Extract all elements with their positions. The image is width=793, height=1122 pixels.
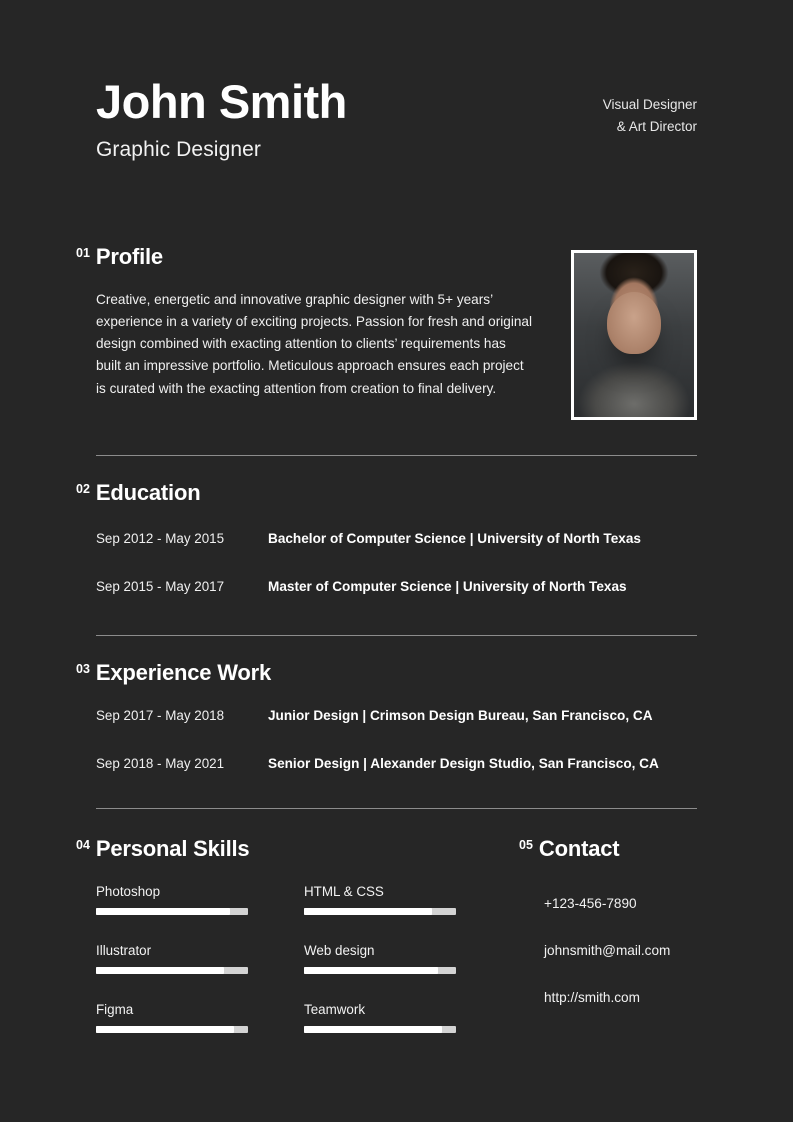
divider-2 bbox=[96, 635, 697, 636]
skill-bar-track bbox=[96, 1026, 248, 1033]
skill-bar-fill bbox=[96, 908, 230, 915]
skill-item bbox=[304, 1002, 456, 1033]
job-title: Graphic Designer bbox=[96, 137, 262, 161]
education-entry bbox=[96, 579, 697, 594]
contact-website[interactable]: http://smith.com bbox=[544, 990, 640, 1005]
experience-entry-date: Sep 2018 - May 2021 bbox=[96, 756, 225, 771]
page-title: John Smith bbox=[96, 75, 347, 128]
profile-body-text: Creative, energetic and innovative graphic designer with 5+ years’ experience in a variety of exciting projects. Passion for fresh and original design combined with exacting attention to clients’ requirements has built an impressive portfolio. Meticulous approach ensures each project is curated with the exacting attention from creation to final delivery. bbox=[96, 292, 532, 396]
experience-entry-date: Sep 2017 - May 2018 bbox=[96, 708, 225, 723]
section-title-education: Education bbox=[95, 480, 201, 505]
contact-phone[interactable]: +123-456-7890 bbox=[544, 896, 637, 911]
skills-column-left bbox=[96, 884, 248, 1061]
education-entry-date: Sep 2012 - May 2015 bbox=[96, 531, 225, 546]
section-heading-contact bbox=[519, 838, 619, 860]
section-title-skills: Personal Skills bbox=[95, 836, 250, 861]
skill-bar-fill bbox=[304, 967, 438, 974]
contact-email[interactable]: johnsmith@mail.com bbox=[544, 943, 671, 958]
avatar bbox=[571, 250, 697, 420]
section-title-contact: Contact bbox=[538, 836, 620, 861]
section-title-profile: Profile bbox=[95, 244, 163, 269]
skill-bar-track bbox=[304, 1026, 456, 1033]
skill-item bbox=[304, 884, 456, 915]
skill-bar-fill bbox=[96, 1026, 234, 1033]
section-number-skills: 04 bbox=[76, 837, 90, 852]
education-entry-date: Sep 2015 - May 2017 bbox=[96, 579, 225, 594]
skill-label: Figma bbox=[96, 1002, 134, 1017]
skill-bar-track bbox=[304, 967, 456, 974]
section-number-contact: 05 bbox=[519, 837, 533, 852]
skill-bar-track bbox=[96, 908, 248, 915]
skill-bar-track bbox=[304, 908, 456, 915]
skill-label: Illustrator bbox=[96, 943, 152, 958]
tagline bbox=[477, 94, 697, 137]
tagline-line-1: Visual Designer bbox=[602, 97, 697, 112]
portrait-image bbox=[574, 253, 694, 417]
education-entry bbox=[96, 531, 697, 546]
experience-entry-desc: Senior Design | Alexander Design Studio, San Francisco, CA bbox=[268, 756, 659, 771]
section-number-profile: 01 bbox=[76, 245, 90, 260]
skill-label: HTML & CSS bbox=[304, 884, 384, 899]
skills-column-right bbox=[304, 884, 456, 1061]
skill-label: Web design bbox=[304, 943, 375, 958]
skill-item bbox=[96, 1002, 248, 1033]
section-number-experience: 03 bbox=[76, 661, 90, 676]
skill-item bbox=[304, 943, 456, 974]
education-entry-desc: Master of Computer Science | University of North Texas bbox=[268, 579, 627, 594]
section-heading-profile bbox=[76, 246, 163, 268]
section-title-experience: Experience Work bbox=[95, 660, 272, 685]
section-heading-skills bbox=[76, 838, 249, 860]
section-number-education: 02 bbox=[76, 481, 90, 496]
experience-entry bbox=[96, 708, 697, 723]
skill-bar-fill bbox=[96, 967, 224, 974]
experience-entry-desc: Junior Design | Crimson Design Bureau, San Francisco, CA bbox=[268, 708, 653, 723]
skill-label: Teamwork bbox=[304, 1002, 366, 1017]
tagline-line-2: & Art Director bbox=[616, 118, 697, 134]
divider-3 bbox=[96, 808, 697, 809]
section-heading-education bbox=[76, 482, 200, 504]
skill-bar-fill bbox=[304, 1026, 442, 1033]
contact-list bbox=[544, 896, 724, 1037]
skill-item bbox=[96, 943, 248, 974]
skill-bar-fill bbox=[304, 908, 432, 915]
skill-item bbox=[96, 884, 248, 915]
skill-label: Photoshop bbox=[96, 884, 161, 899]
education-entry-desc: Bachelor of Computer Science | University of North Texas bbox=[268, 531, 641, 546]
experience-entry bbox=[96, 756, 697, 771]
skill-bar-track bbox=[96, 967, 248, 974]
section-heading-experience bbox=[76, 662, 271, 684]
divider-1 bbox=[96, 455, 697, 456]
